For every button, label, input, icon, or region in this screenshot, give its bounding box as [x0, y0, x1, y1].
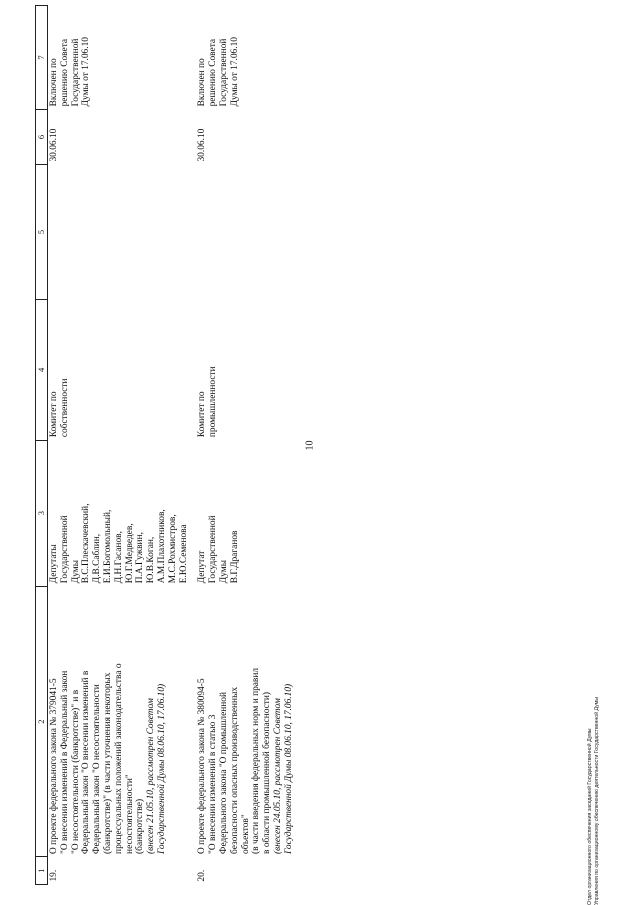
footer-line-2: Управления по организационному обеспечению деятельности Государственной Думы	[593, 697, 600, 905]
inclusion-status-line: Государственной	[218, 38, 229, 107]
bill-title-line: Федеральный закон "О внесении изменений в	[81, 670, 92, 854]
bill-authors-line: Государственной	[208, 515, 219, 584]
bill-title	[196, 586, 294, 857]
responsible-committee	[48, 300, 190, 441]
inclusion-status-line: Включен по	[197, 58, 208, 107]
responsible-committee-line: Комитет по	[197, 391, 208, 438]
bill-authors-line: Д.В.Саблин,	[92, 533, 103, 584]
column-5-cell	[196, 165, 294, 300]
column-header-6: 6	[36, 109, 48, 164]
responsible-committee-line: Комитет по	[49, 391, 59, 438]
column-header-2: 2	[36, 586, 48, 857]
responsible-committee-line: промышленности	[208, 366, 219, 438]
bill-note-line: (внесен 24.05.10, рассмотрен Советом	[272, 698, 283, 854]
bill-authors-line: В.Г.Драганов	[229, 530, 240, 584]
bill-authors-line: Ю.В.Коган,	[146, 536, 157, 584]
column-5-cell	[48, 165, 190, 300]
row-number: 20.	[197, 869, 208, 882]
bill-authors-line: Д.Н.Гасанов,	[113, 531, 124, 584]
bill-title-line: в области промышленной безопасности)	[262, 691, 273, 854]
bill-title-line: Федерального закона "О промышленной	[218, 691, 229, 854]
bill-title-line: "О несостоятельности (банкротстве)" и в	[70, 689, 81, 854]
bill-authors-line: М.С.Рохмистров,	[167, 514, 178, 584]
column-header-1: 1	[36, 857, 48, 885]
bill-note-line: Государственной Думы 08.06.10, 17.06.10)	[283, 683, 294, 854]
bill-authors	[196, 440, 294, 586]
bill-authors-line: Думы	[70, 560, 81, 584]
bill-title-line: объектов"	[240, 814, 251, 854]
bill-title	[48, 586, 190, 857]
bill-title-line: (в части введения федеральных норм и правил	[251, 667, 262, 854]
bill-authors-line: Е.И.Богомольный,	[102, 509, 113, 584]
inclusion-status-line: Думы от 17.06.10	[229, 37, 240, 107]
agenda-table	[35, 5, 295, 885]
table-header-row	[36, 6, 48, 885]
column-header-3: 3	[36, 440, 48, 586]
bill-authors-line: Депутат	[197, 550, 208, 584]
column-header-5: 5	[36, 165, 48, 300]
footer-line-1: Отдел организационного обеспечения заседаний Государственной Думы	[587, 728, 593, 905]
bill-title-line: безопасности опасных производственных	[229, 686, 240, 854]
row-spacer	[189, 6, 196, 885]
inclusion-status-line: решению Совета	[59, 38, 70, 107]
spacer-cell	[189, 6, 196, 885]
responsible-committee	[196, 300, 294, 441]
row-number: 19.	[49, 869, 59, 882]
bill-authors-line: В.С.Плескачевский,	[81, 503, 92, 584]
bill-authors-line: Депутаты	[49, 544, 59, 584]
page-number: 10	[304, 440, 316, 451]
bill-title-line: несостоятельности"	[124, 774, 135, 854]
consideration-date: 30.06.10	[197, 128, 208, 162]
bill-note-line: Государственной Думы 08.06.10, 17.06.10)	[156, 683, 167, 854]
bill-title-line: "О внесении изменений в Федеральный закон	[59, 670, 70, 854]
inclusion-status	[48, 6, 190, 110]
bill-authors-line: Думы	[218, 560, 229, 584]
bill-authors	[48, 440, 190, 586]
bill-note-line: (внесен 21.05.10, рассмотрен Советом	[146, 698, 157, 854]
bill-title-line: (банкротстве)	[135, 798, 146, 854]
inclusion-status-line: Включен по	[49, 58, 59, 107]
bill-title-line: процессуальных положений законодательства о	[113, 663, 124, 854]
bill-authors-line: Государственной	[59, 515, 70, 584]
bill-title-line: О проекте федерального закона № 379041-5	[49, 678, 59, 854]
inclusion-status-line: Государственной	[70, 38, 81, 107]
bill-authors-line: Ю.Г.Медведев,	[124, 523, 135, 584]
bill-title-line: (банкротстве)" (в части уточнения некоторых	[102, 672, 113, 854]
table-row	[196, 6, 294, 885]
column-header-7: 7	[36, 6, 48, 110]
table-row	[48, 6, 190, 885]
bill-authors-line: А.М.Плахотников,	[156, 509, 167, 584]
inclusion-status	[196, 6, 294, 110]
responsible-committee-line: собственности	[59, 378, 70, 438]
bill-title-line: Федеральный закон "О несостоятельности	[92, 684, 103, 854]
consideration-date: 30.06.10	[49, 128, 59, 162]
agenda-table-sheet	[35, 5, 335, 885]
bill-title-line: "О внесении изменений в статью 3	[208, 714, 219, 854]
column-header-4: 4	[36, 300, 48, 441]
bill-authors-line: П.А.Гужвин,	[135, 532, 146, 584]
bill-title-line: О проекте федерального закона № 380094-5	[197, 678, 208, 854]
inclusion-status-line: решению Совета	[208, 38, 219, 107]
inclusion-status-line: Думы от 17.06.10	[81, 37, 92, 107]
footer	[587, 585, 600, 905]
bill-authors-line: Е.Ю.Семенова	[178, 524, 189, 584]
